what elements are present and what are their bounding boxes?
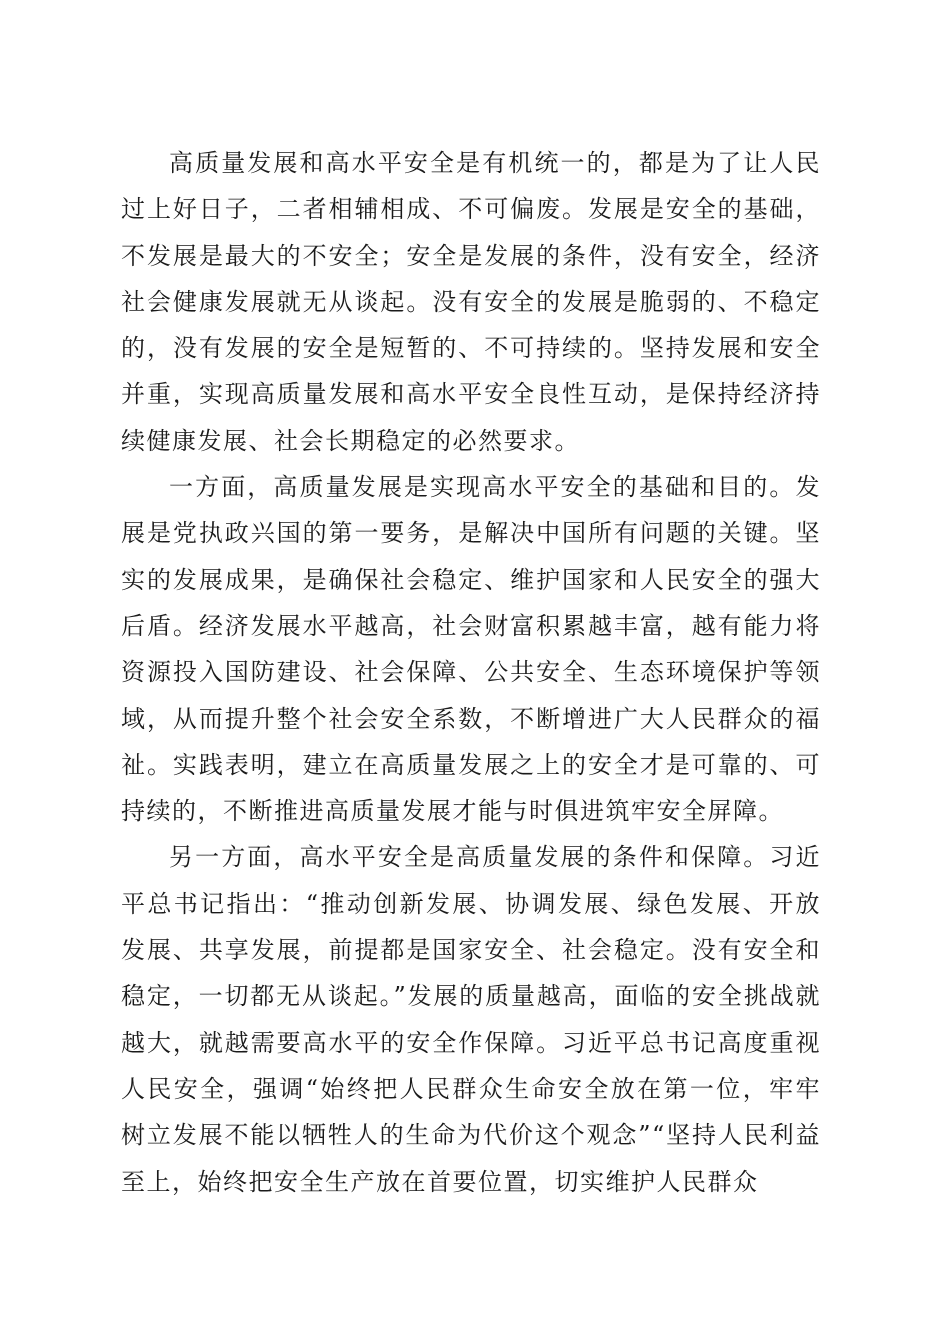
document-body (121, 140, 821, 1205)
paragraph-1: 高质量发展和高水平安全是有机统一的，都是为了让人民过上好日子，二者相辅相成、不可偏废。发展是安全的基础，不发展是最大的不安全；安全是发展的条件，没有安全，经济社会健康发展就无从谈起。没有安全的发展是脆弱的、不稳定的，没有发展的安全是短暂的、不可持续的。坚持发展和安全并重，实现高质量发展和高水平安全良性互动，是保持经济持续健康发展、社会长期稳定的必然要求。 (121, 149, 821, 455)
paragraph-2: 一方面，高质量发展是实现高水平安全的基础和目的。发展是党执政兴国的第一要务，是解决中国所有问题的关键。坚实的发展成果，是确保社会稳定、维护国家和人民安全的强大后盾。经济发展水平越高，社会财富积累越丰富，越有能力将资源投入国防建设、社会保障、公共安全、生态环境保护等领域，从而提升整个社会安全系数，不断增进广大人民群众的福祉。实践表明，建立在高质量发展之上的安全才是可靠的、可持续的，不断推进高质量发展才能与时俱进筑牢安全屏障。 (121, 473, 821, 826)
paragraph-3: 另一方面，高水平安全是高质量发展的条件和保障。习近平总书记指出：“推动创新发展、协调发展、绿色发展、开放发展、共享发展，前提都是国家安全、社会稳定。没有安全和稳定，一切都无从谈起。”发展的质量越高，面临的安全挑战就越大，就越需要高水平的安全作保障。习近平总书记高度重视人民安全，强调“始终把人民群众生命安全放在第一位，牢牢树立发展不能以牺牲人的生命为代价这个观念”“坚持人民利益至上，始终把安全生产放在首要位置，切实维护人民群众 (121, 843, 821, 1196)
